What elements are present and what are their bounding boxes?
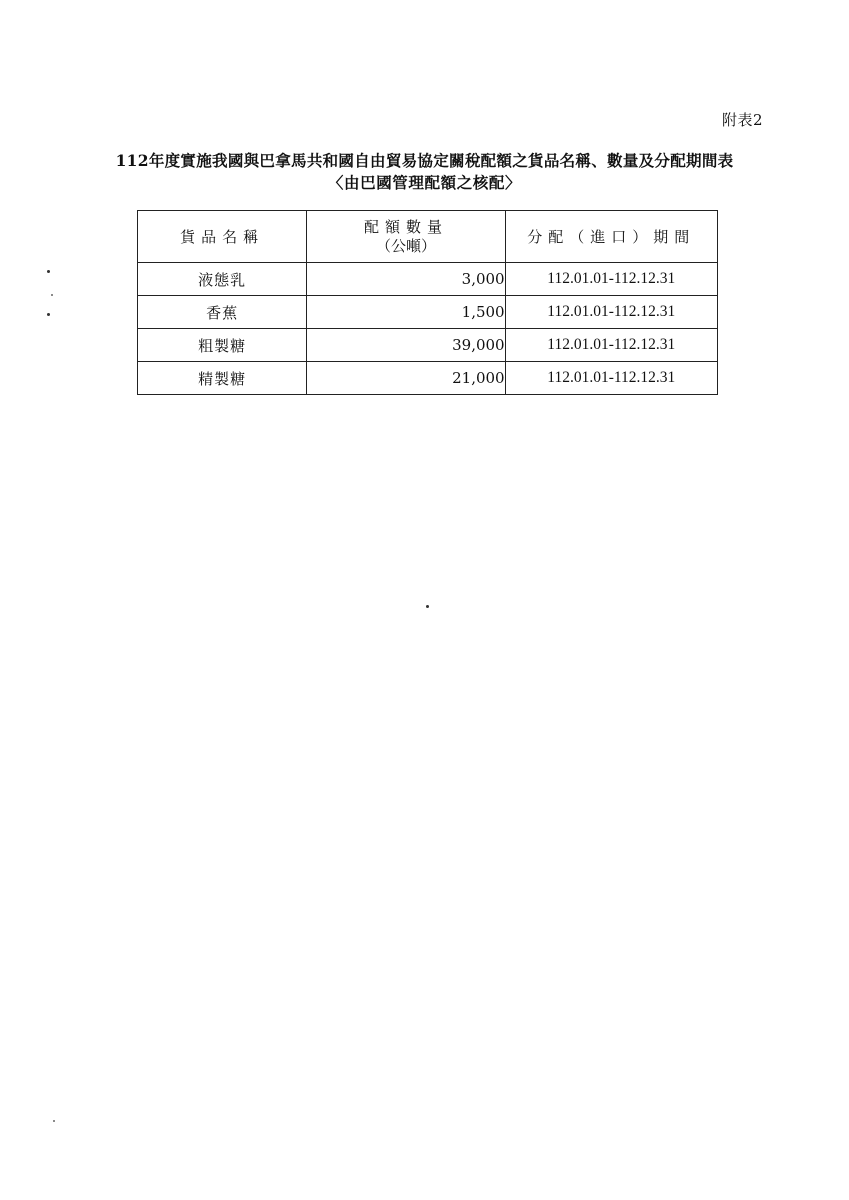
period-cell: 112.01.01-112.12.31 [505, 296, 717, 329]
document-title [0, 150, 849, 194]
table-row [138, 362, 718, 395]
period-cell: 112.01.01-112.12.31 [505, 263, 717, 296]
scan-speck [47, 313, 50, 316]
header-allocation-period: 分配（進口）期間 [505, 211, 717, 263]
table-header-row [138, 211, 718, 263]
period-cell: 112.01.01-112.12.31 [505, 362, 717, 395]
title-line-1: 112年度實施我國與巴拿馬共和國自由貿易協定關稅配額之貨品名稱、數量及分配期間表 [115, 151, 734, 170]
goods-name-cell: 香蕉 [138, 296, 307, 329]
header-quota-quantity: 配額數量 （公噸） [307, 211, 505, 263]
table-row [138, 296, 718, 329]
quantity-cell: 3,000 [307, 263, 505, 296]
annex-label: 附表2 [721, 111, 763, 129]
goods-name-cell: 粗製糖 [138, 329, 307, 362]
quantity-cell: 39,000 [307, 329, 505, 362]
scan-speck [47, 270, 50, 273]
period-cell: 112.01.01-112.12.31 [505, 329, 717, 362]
quantity-cell: 1,500 [307, 296, 505, 329]
goods-name-cell: 精製糖 [138, 362, 307, 395]
scan-speck [53, 1120, 55, 1122]
table-row [138, 329, 718, 362]
quota-table [137, 210, 718, 395]
quantity-cell: 21,000 [307, 362, 505, 395]
goods-name-cell: 液態乳 [138, 263, 307, 296]
title-line-2: 〈由巴國管理配額之核配〉 [327, 173, 522, 192]
scan-speck [426, 605, 429, 608]
header-goods-name: 貨品名稱 [138, 211, 307, 263]
scan-speck [51, 294, 53, 296]
header-quantity-unit: （公噸） [375, 236, 436, 255]
table-row [138, 263, 718, 296]
